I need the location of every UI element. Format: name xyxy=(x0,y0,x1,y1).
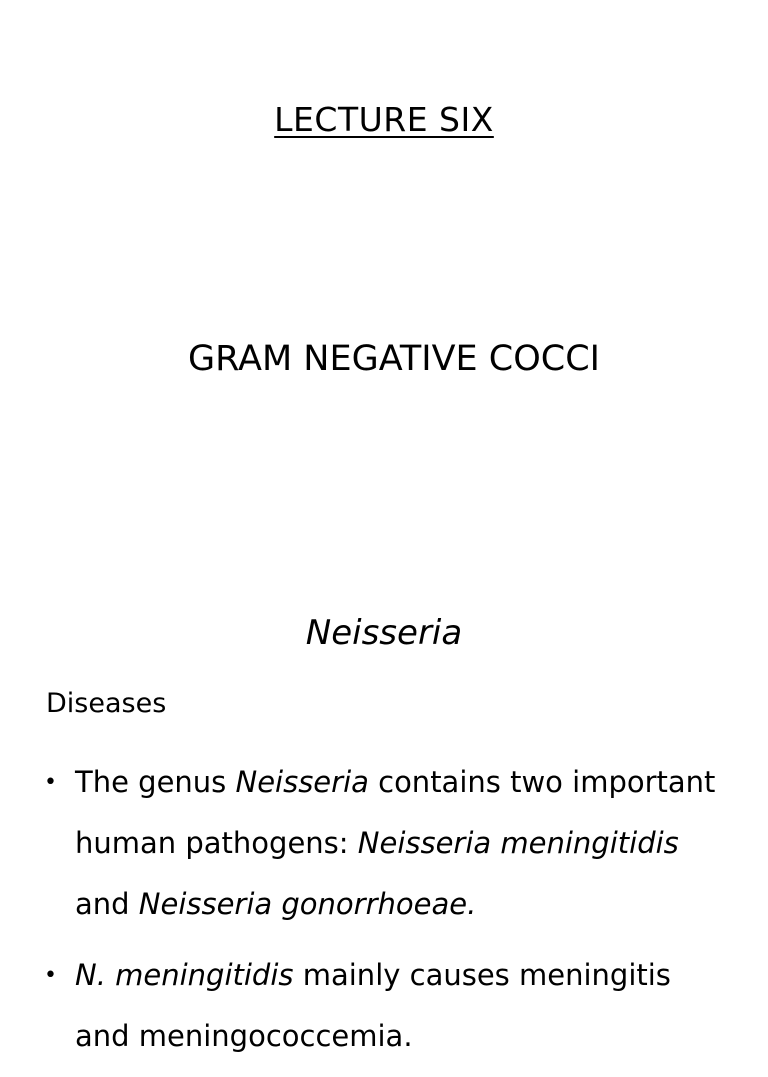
bullet-text-part: contains two important human pathogens: xyxy=(75,765,716,860)
bullet-text xyxy=(75,765,715,921)
bullet-text-part: Neisseria gonorrhoeae. xyxy=(138,887,477,921)
bullet-text-part: Neisseria meningitidis xyxy=(357,826,679,860)
bullet-text-part: mainly causes meningitis and meningococcemia. xyxy=(75,958,671,1053)
bullet-text-part: Neisseria xyxy=(235,765,369,799)
bullet-dot-icon: • xyxy=(44,963,57,988)
bullet-text xyxy=(75,958,671,1053)
section-heading: Diseases xyxy=(46,688,167,719)
lecture-title: LECTURE SIX xyxy=(274,100,494,139)
topic-title: GRAM NEGATIVE COCCI xyxy=(187,339,600,379)
bullet-text-part: N. meningitidis xyxy=(75,958,294,992)
bullet-dot-icon: • xyxy=(44,770,57,795)
genus-title: Neisseria xyxy=(305,613,463,653)
bullet-list xyxy=(44,752,734,1077)
bullet-text-part: and xyxy=(75,887,139,921)
bullet-item xyxy=(44,945,734,1067)
bullet-text-part: The genus xyxy=(75,765,236,799)
bullet-item xyxy=(44,752,734,935)
